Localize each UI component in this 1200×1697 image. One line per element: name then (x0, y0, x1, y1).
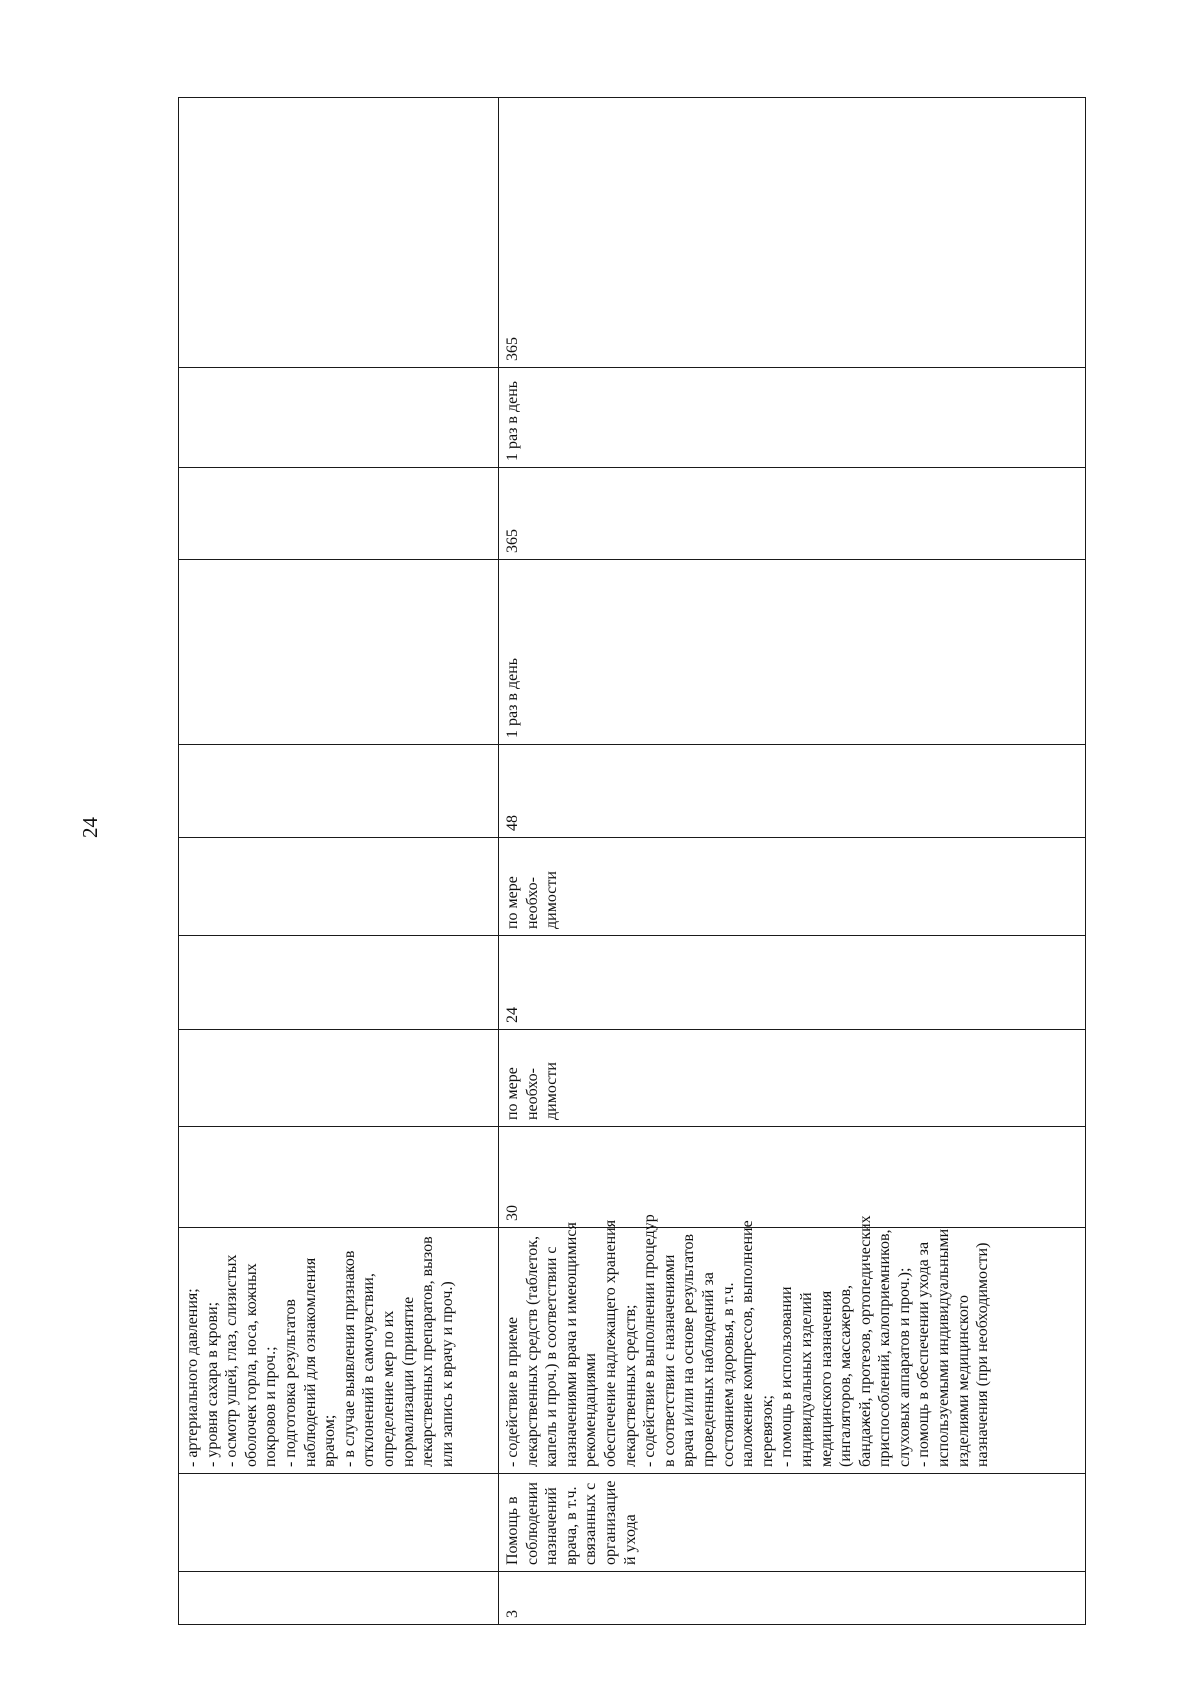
content-line: оболочек горла, носа, кожных (242, 1263, 260, 1467)
cell-row-number (179, 1572, 499, 1625)
cell-value (179, 838, 499, 936)
content-line: - уровня сахара в крови; (203, 1301, 221, 1467)
content-line: назначениями врача и имеющимися (562, 1222, 580, 1467)
content-line: индивидуальных изделий (797, 1292, 815, 1467)
content-line: перевязок; (758, 1395, 776, 1467)
cell-value (179, 468, 499, 560)
content-line: приспособлений, калоприемников, (876, 1229, 894, 1467)
content-line: отклонений в самочувствии, (360, 1273, 378, 1467)
content-line: используемыми индивидуальными (935, 1228, 953, 1467)
content-line: - помощь в обеспечении ухода за (915, 1241, 933, 1467)
content-line: или запись к врачу и проч.) (438, 1281, 456, 1467)
content-line: - помощь в использовании (778, 1286, 796, 1467)
cell-value (179, 98, 499, 368)
services-table (178, 97, 1086, 1625)
cell-value (179, 368, 499, 468)
cell-frequency: по мере необхо-димости (499, 1030, 1086, 1127)
cell-frequency: 1 раз в день (499, 560, 1086, 745)
content-line: капель и проч.) в соответствии с (543, 1246, 561, 1467)
content-line: обеспечение надлежащего хранения (601, 1219, 619, 1467)
cell-value (179, 1127, 499, 1228)
content-line: определение мер по их (379, 1310, 397, 1467)
cell-service-content (499, 1214, 1086, 1474)
content-line: медицинского назначения (817, 1290, 835, 1467)
content-line: - осмотр ушей, глаз, слизистых (223, 1254, 241, 1467)
content-line: лекарственных средств (таблеток, (523, 1235, 541, 1467)
content-line: наложение компрессов, выполнение (739, 1220, 757, 1467)
cell-service-content (179, 1228, 499, 1474)
cell-service-name (179, 1474, 499, 1572)
content-line: назначения (при необходимости) (974, 1242, 992, 1467)
content-line: в соответствии с назначениями (660, 1254, 678, 1467)
content-line: проведенных наблюдений за (699, 1272, 717, 1467)
cell-value: 365 (499, 468, 1086, 560)
content-line: лекарственных средств; (621, 1304, 639, 1467)
content-line: нормализации (принятие (399, 1296, 417, 1467)
content-line: бандажей, протезов, ортопедических (856, 1215, 874, 1467)
cell-value: 48 (499, 745, 1086, 838)
content-line: изделиями медицинского (954, 1294, 972, 1467)
cell-frequency: по мере необхо-димости (499, 838, 1086, 936)
cell-value (179, 936, 499, 1030)
content-line: - в случае выявления признаков (340, 1250, 358, 1467)
service-content-list (503, 1214, 993, 1467)
content-line: - артериального давления; (184, 1288, 201, 1467)
content-line: состоянием здоровья, в т.ч. (719, 1282, 737, 1467)
content-line: лекарственных препаратов, вызов (419, 1236, 437, 1467)
table-row-3 (499, 98, 1086, 1625)
content-line: - подготовка результатов (281, 1299, 299, 1467)
service-content-list (183, 1233, 457, 1467)
content-line: слуховых аппаратов и проч.); (895, 1267, 913, 1467)
content-line: - содействие в выполнении процедур (641, 1214, 659, 1467)
content-line: наблюдений для ознакомления (301, 1257, 319, 1467)
cell-value: 24 (499, 936, 1086, 1030)
content-line: рекомендациями (582, 1353, 600, 1467)
content-line: покровов и проч.; (262, 1346, 280, 1467)
page-number: 24 (78, 817, 102, 838)
content-line: врача и/или на основе результатов (680, 1233, 698, 1467)
content-line: врачом; (321, 1414, 339, 1467)
cell-row-number: 3 (499, 1572, 1086, 1625)
cell-value (179, 1030, 499, 1127)
cell-value: 365 (499, 98, 1086, 368)
table-row-continuation (179, 98, 499, 1625)
content-line: - содействие в приеме (504, 1316, 521, 1467)
cell-value (179, 560, 499, 745)
cell-service-name: Помощь в соблюдении назначений врача, в т.ч. связанных с организацией ухода (499, 1474, 1086, 1572)
content-line: (ингаляторов, массажеров, (837, 1284, 855, 1467)
cell-value: 30 (499, 1127, 1086, 1228)
cell-frequency: 1 раз в день (499, 368, 1086, 468)
cell-value (179, 745, 499, 838)
